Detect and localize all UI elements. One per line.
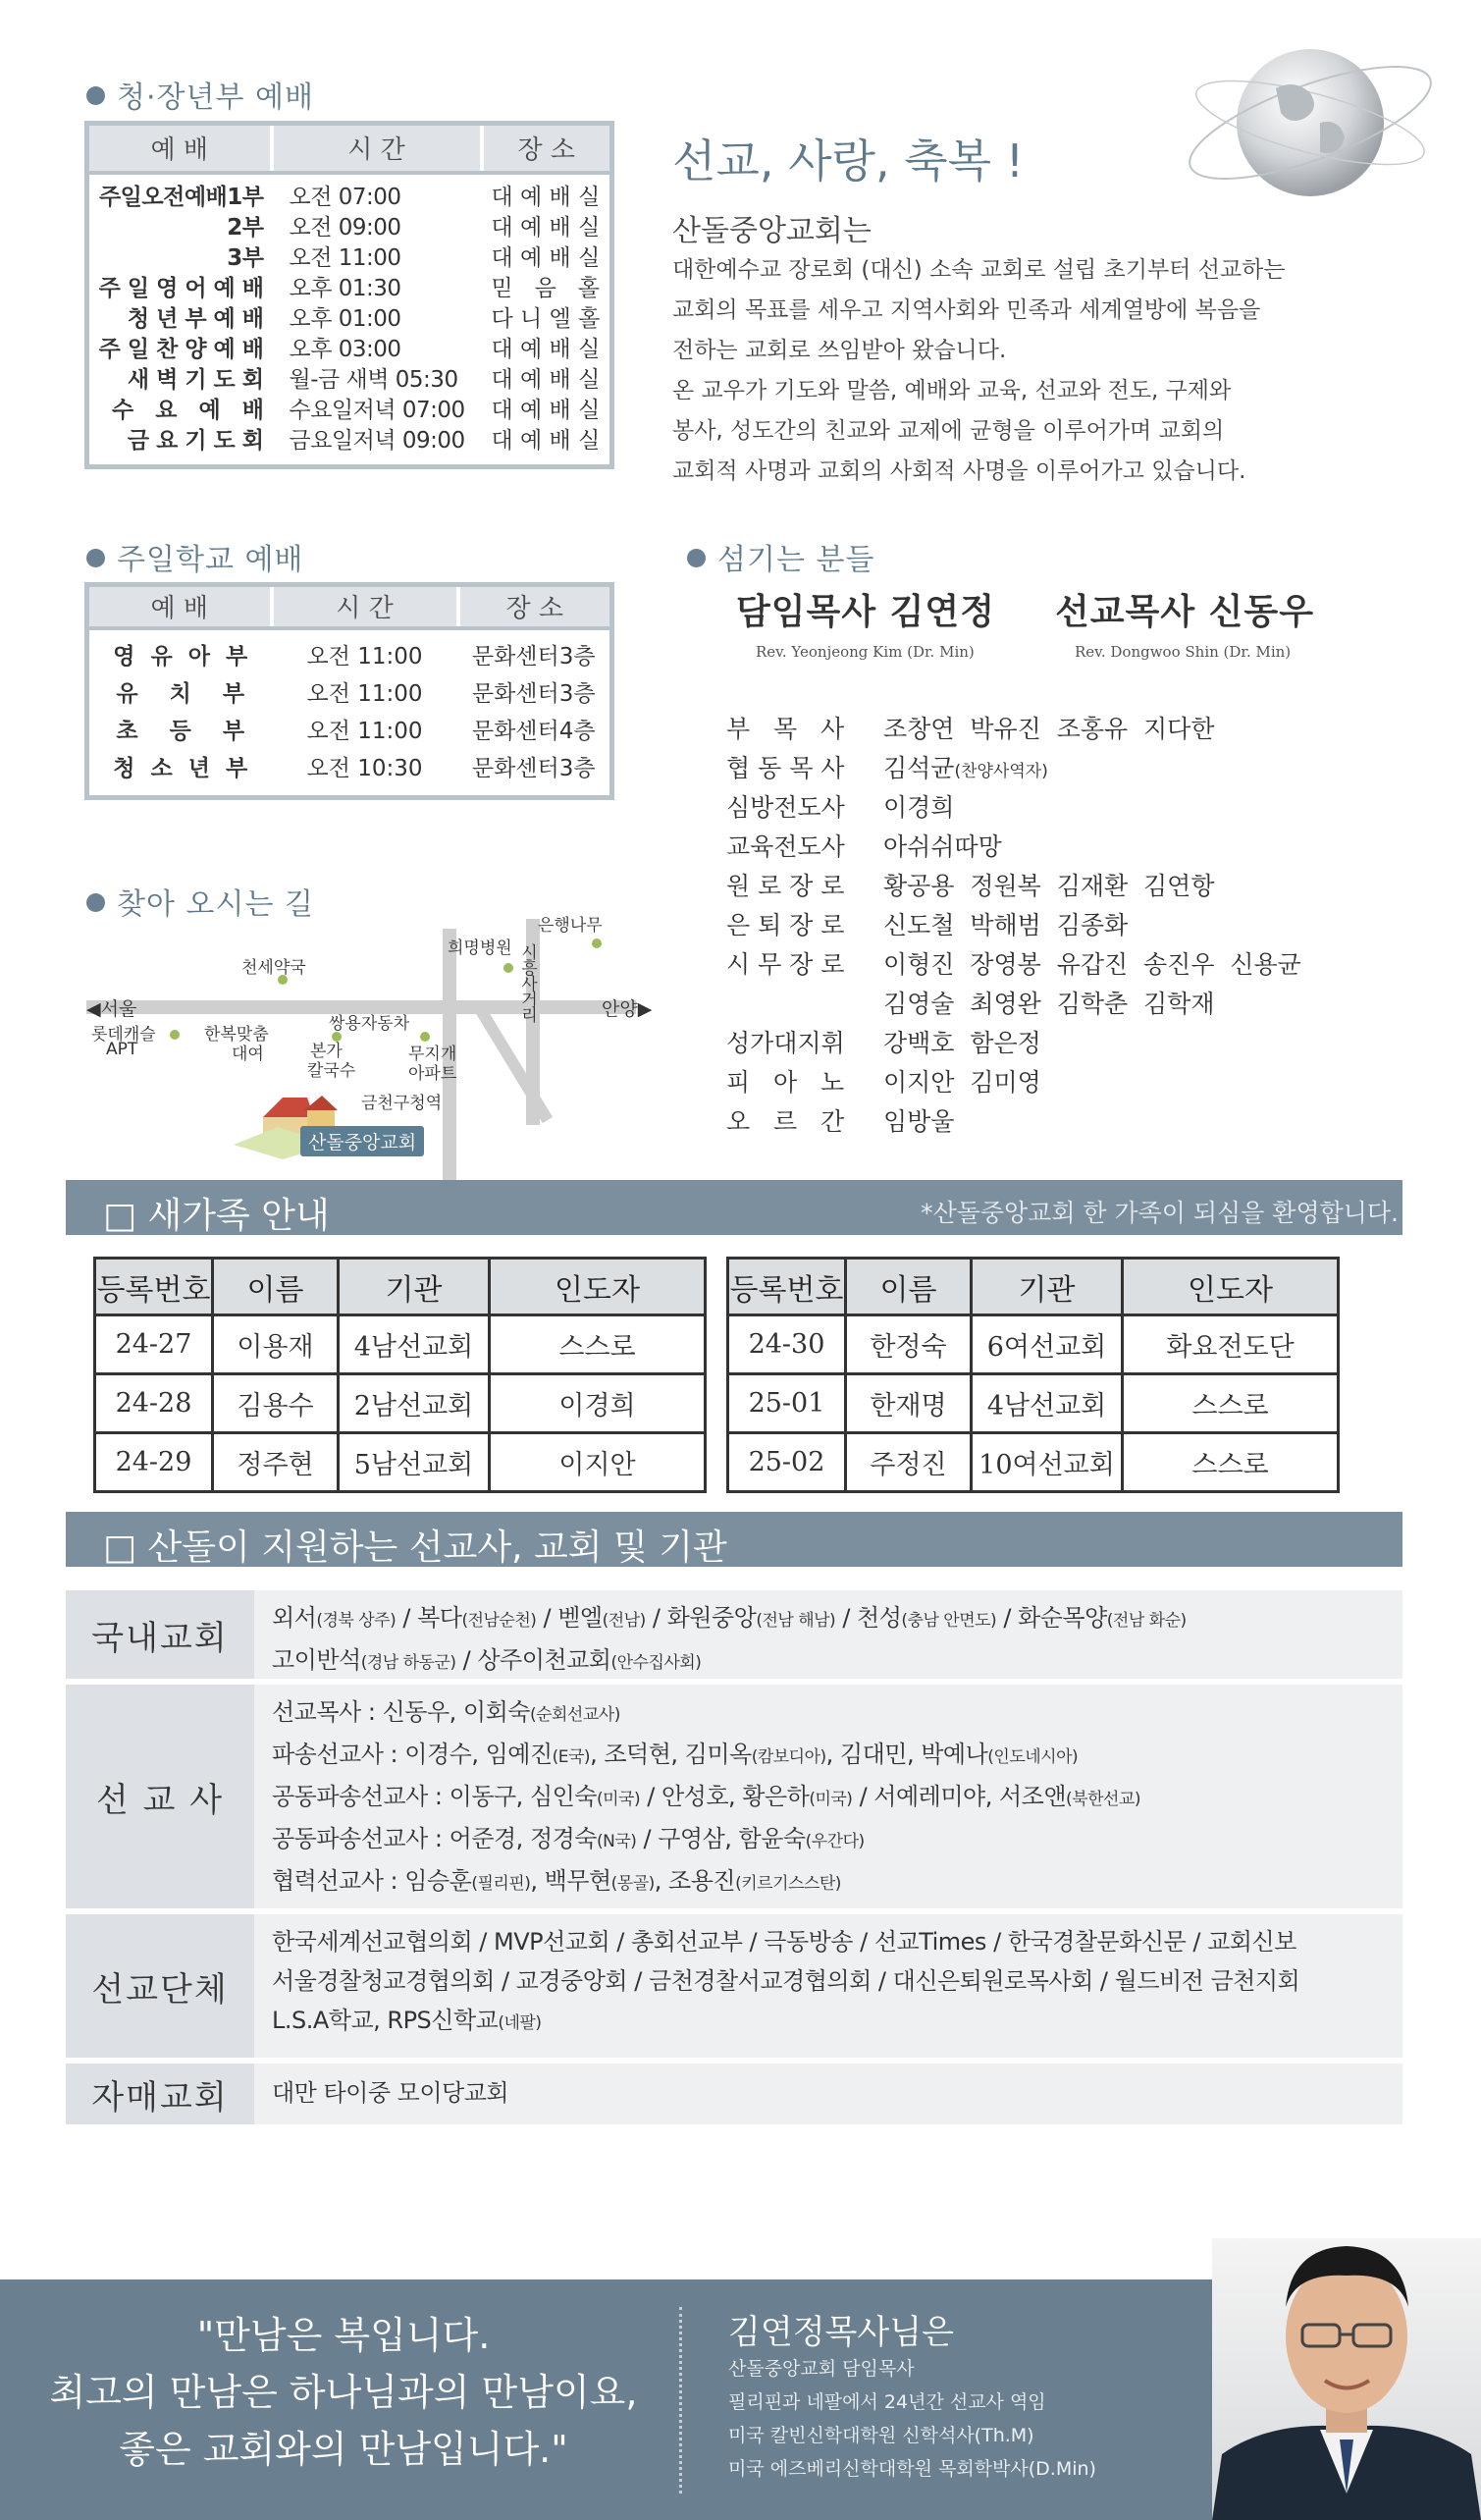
senior-pastor-name: 담임목사 김연정: [736, 592, 995, 632]
table-row: [87, 628, 612, 675]
worship-place: 문화센터3층: [471, 680, 596, 707]
member-name: 이용재: [213, 1315, 339, 1374]
map-label-lotte: 롯데캐슬: [91, 1025, 156, 1045]
staff-names: 조창연 박유진 조홍유 지다한: [883, 715, 1215, 743]
table-row: [87, 675, 612, 713]
staff-row: [726, 715, 1214, 744]
support-missionary-label: 선 교 사: [66, 1685, 254, 1908]
reg-no: 25-01: [728, 1374, 846, 1433]
map-label-seoul: ◀서울: [86, 998, 137, 1020]
staff-row: [726, 1068, 1041, 1098]
footer-quote: "만남은 복입니다. 최고의 만남은 하나님과의 만남이요, 좋은 교회와의 만남입니다.": [49, 2314, 638, 2471]
worship-name: 청 년 부 예 배: [127, 305, 264, 332]
worship-time: 오전 11:00: [306, 680, 423, 707]
youth-worship-rows: [87, 173, 612, 467]
staff-role: 심방전도사: [726, 793, 845, 822]
staff-role: 오 르 간: [726, 1107, 845, 1136]
table-row: [87, 713, 612, 750]
sunday-school-heading: 주일학교 예배: [86, 535, 303, 578]
worship-time: 오후 01:30: [289, 275, 401, 301]
member-guide: 스스로: [1123, 1433, 1339, 1492]
senior-pastor-rev: Rev. Yeonjeong Kim (Dr. Min): [756, 643, 975, 661]
worship-time: 오전 10:30: [306, 755, 423, 781]
missionary-pastor-rev: Rev. Dongwoo Shin (Dr. Min): [1075, 643, 1292, 661]
map-label-hospital: 희명병원: [448, 938, 512, 958]
map-label-rainbow: 무지개: [408, 1045, 457, 1064]
worship-place: 대 예 배 실: [491, 397, 601, 423]
worship-time: 오후 03:00: [289, 336, 401, 362]
member-name: 정주현: [213, 1433, 339, 1492]
member-name: 한재명: [846, 1374, 972, 1433]
youth-worship-table: [84, 121, 614, 469]
map-label-anyang: 안양▶: [602, 998, 653, 1020]
table-row: [95, 1315, 706, 1374]
missionary-pastor-name: 선교목사 신동우: [1055, 592, 1314, 632]
directions-map: [86, 899, 656, 1199]
staff-row: [726, 950, 1301, 980]
staff-row: [726, 911, 1128, 940]
pastor-portrait-icon: [1212, 2199, 1481, 2520]
member-guide: 스스로: [490, 1315, 706, 1374]
col-header-place: 장 소: [482, 124, 612, 173]
col-header-worship: 예 배: [87, 124, 272, 173]
new-family-table-left: [93, 1257, 707, 1493]
worship-place: 대 예 배 실: [491, 366, 601, 393]
support-title: □ 산돌이 지원하는 선교사, 교회 및 기관: [103, 1528, 727, 1568]
staff-row: [726, 754, 1048, 786]
staff-role: 협 동 목 사: [726, 754, 845, 782]
map-label-daeyeo: 대여: [232, 1045, 264, 1064]
reg-no: 25-02: [728, 1433, 846, 1492]
mission-subtitle: 산돌중앙교회는: [672, 214, 872, 248]
table-row: [87, 173, 612, 213]
support-org-row: [66, 1914, 1402, 2058]
member-name: 주정진: [846, 1433, 972, 1492]
directions-heading: 찾아 오시는 길: [86, 880, 314, 923]
bullet-icon: [86, 86, 105, 105]
col-header-org: 기관: [339, 1259, 490, 1315]
worship-time: 오후 01:00: [289, 305, 401, 332]
table-row: [87, 396, 612, 426]
member-org: 2남선교회: [339, 1374, 490, 1433]
support-bar: [66, 1512, 1402, 1567]
col-header-place: 장 소: [458, 585, 612, 628]
worship-name: 금 요 기 도 회: [127, 427, 264, 454]
worship-name: 초 등 부: [116, 718, 245, 744]
servants-heading: 섬기는 분들: [687, 535, 874, 578]
map-label-tree: 은행나무: [538, 916, 603, 936]
staff-row: [726, 832, 1002, 862]
col-header-org: 기관: [972, 1259, 1123, 1315]
support-missionary-content: 선교목사 : 신동우, 이회숙(순회선교사) 파송선교사 : 이경수, 임예진(E국), 조덕현, 김미옥(캄보디아), 김대민, 박예나(인도네시아) 공동파송선교사 : 이동구, 심인숙(미국) / 안성호, 황은하(미국) / 서예레미야, 서조앤(북한선교) 공동파송선교사 : 어준경, 정경숙(N국) / 구영삼, 함윤숙(우간다) 협력선교사 : 임승훈(필리핀), 백무현(몽골), 조용진(키르기스스탄): [272, 1698, 1140, 1895]
map-label-office: 금천구청역: [361, 1094, 443, 1113]
footer-pastor-name: 김연정목사님은: [728, 2313, 954, 2352]
reg-no: 24-27: [95, 1315, 213, 1374]
staff-role: 시 무 장 로: [726, 950, 845, 979]
table-row: [87, 365, 612, 396]
staff-names: 아쉬쉬따망: [883, 832, 1002, 861]
staff-role: 은 퇴 장 로: [726, 911, 845, 939]
table-row: [87, 426, 612, 467]
worship-place: 대 예 배 실: [491, 336, 601, 362]
sunday-school-table: [84, 582, 614, 800]
footer-divider: [679, 2307, 682, 2493]
table-row: [87, 304, 612, 335]
staff-note: (찬양사역자): [954, 762, 1048, 781]
member-org: 5남선교회: [339, 1433, 490, 1492]
worship-place: 문화센터3층: [471, 755, 596, 781]
map-label-hanbuk: 한복맞춤: [204, 1025, 269, 1045]
worship-name: 청 소 년 부: [113, 755, 248, 781]
staff-role: 부 목 사: [726, 715, 845, 743]
new-family-welcome: *산돌중앙교회 한 가족이 되심을 환영합니다.: [921, 1199, 1399, 1227]
table-row: [728, 1374, 1339, 1433]
worship-name: 새 벽 기 도 회: [127, 366, 264, 393]
member-name: 한정숙: [846, 1315, 972, 1374]
sunday-school-rows: [87, 628, 612, 798]
worship-time: 금요일저녁 09:00: [289, 427, 465, 454]
bullet-icon: [687, 549, 706, 567]
new-family-bar: [66, 1180, 1402, 1235]
worship-time: 오전 11:00: [289, 244, 401, 271]
table-row: [87, 335, 612, 365]
worship-time: 월-금 새벽 05:30: [289, 366, 458, 393]
worship-place: 문화센터3층: [471, 643, 596, 670]
mission-title: 선교, 사랑, 축복 !: [672, 134, 1025, 188]
bullet-icon: [86, 549, 105, 567]
map-label-bonga: 본가: [310, 1042, 343, 1061]
table-row: [87, 243, 612, 274]
worship-time: 오전 09:00: [289, 214, 401, 241]
staff-names: 이형진 장영봉 유갑진 송진우 신용균: [883, 950, 1301, 979]
staff-names: 강백호 함은정: [883, 1029, 1041, 1057]
col-header-worship: 예 배: [87, 585, 272, 628]
worship-name: 주 일 찬 양 예 배: [98, 336, 264, 362]
reg-no: 24-28: [95, 1374, 213, 1433]
staff-row: [726, 793, 954, 823]
worship-place: 다 니 엘 홀: [491, 305, 601, 332]
support-org-content: 한국세계선교협의회 / MVP선교회 / 총회선교부 / 극동방송 / 선교Times / 한국경찰문화신문 / 교회신보 서울경찰청교경협의회 / 교경중앙회 / 금천경찰서교경협의회 / 대신은퇴원로목사회 / 월드비전 금천지회 L.S.A학교, RPS신학교(네팔): [272, 1928, 1300, 2034]
support-domestic-content: 외서(경북 상주) / 복다(전남순천) / 벧엘(전남) / 화원중앙(전남 해남) / 천성(충남 안면도) / 화순목양(전남 화순) 고이반석(경남 하동군) / 상주이천교회(안수집사회): [272, 1604, 1187, 1674]
map-label-apt: APT: [106, 1040, 138, 1059]
worship-place: 믿 음 홀: [491, 275, 601, 301]
staff-row: [726, 990, 1214, 1019]
support-org-label: 선교단체: [66, 1914, 254, 2058]
new-family-table-right: [726, 1257, 1340, 1493]
member-guide: 스스로: [1123, 1374, 1339, 1433]
worship-name: 영 유 아 부: [113, 643, 248, 670]
worship-place: 대 예 배 실: [491, 244, 601, 271]
staff-row: [726, 872, 1214, 901]
table-row: [87, 213, 612, 243]
worship-time: 오전 11:00: [306, 718, 423, 744]
map-label-rainbow2: 아파트: [408, 1064, 457, 1084]
worship-time: 수요일저녁 07:00: [289, 397, 465, 423]
staff-row: [726, 1107, 954, 1137]
support-domestic-label: 국내교회: [66, 1590, 254, 1679]
worship-name: 2부: [227, 214, 264, 241]
worship-place: 문화센터4층: [471, 718, 596, 744]
col-header-guide: 인도자: [1123, 1259, 1339, 1315]
member-org: 6여선교회: [972, 1315, 1123, 1374]
map-label-crossroad: 시흥사거리: [517, 943, 537, 1022]
footer-pastor-info: 산돌중앙교회 담임목사 필리핀과 네팔에서 24년간 선교사 역임 미국 칼빈신학대학원 신학석사(Th.M) 미국 에즈베리신학대학원 목회학박사(D.Min): [728, 2358, 1096, 2480]
support-missionary-row: [66, 1685, 1402, 1908]
worship-time: 오전 11:00: [306, 643, 423, 670]
worship-name: 수 요 예 배: [112, 397, 264, 423]
table-row: [87, 750, 612, 798]
worship-name: 3부: [227, 244, 264, 271]
staff-names: 이지안 김미영: [883, 1068, 1041, 1097]
staff-role: 교육전도사: [726, 832, 845, 861]
member-guide: 이지안: [490, 1433, 706, 1492]
table-row: [728, 1315, 1339, 1374]
staff-role: 원 로 장 로: [726, 872, 845, 900]
map-label-cheonse: 천세약국: [241, 958, 306, 978]
col-header-time: 시 간: [272, 585, 458, 628]
staff-names: 신도철 박해범 김종화: [883, 911, 1129, 939]
staff-names: 김영술 최영완 김학춘 김학재: [883, 990, 1215, 1018]
reg-no: 24-29: [95, 1433, 213, 1492]
member-org: 10여선교회: [972, 1433, 1123, 1492]
table-row: [728, 1433, 1339, 1492]
member-org: 4남선교회: [972, 1374, 1123, 1433]
staff-role: 피 아 노: [726, 1068, 845, 1097]
staff-names: 김석균: [883, 754, 955, 782]
worship-place: 대 예 배 실: [491, 184, 601, 210]
worship-name: 유 치 부: [116, 680, 245, 707]
col-header-name: 이름: [213, 1259, 339, 1315]
map-label-church: 산돌중앙교회: [300, 1126, 424, 1156]
staff-row: [726, 1029, 1041, 1058]
col-header-guide: 인도자: [490, 1259, 706, 1315]
table-row: [95, 1433, 706, 1492]
col-header-no: 등록번호: [728, 1259, 846, 1315]
youth-worship-heading: 청·장년부 예배: [86, 73, 314, 116]
support-sister-label: 자매교회: [66, 2064, 254, 2124]
reg-no: 24-30: [728, 1315, 846, 1374]
worship-place: 대 예 배 실: [491, 427, 601, 454]
support-domestic-row: [66, 1590, 1402, 1679]
worship-place: 대 예 배 실: [491, 214, 601, 241]
table-row: [87, 274, 612, 304]
worship-name: 주일오전예배1부: [98, 184, 264, 210]
col-header-time: 시 간: [272, 124, 482, 173]
staff-names: 임방울: [883, 1107, 955, 1136]
mission-body: 대한예수교 장로회 (대신) 소속 교회로 설립 초기부터 선교하는 교회의 목표를 세우고 지역사회와 민족과 세계열방에 복음을 전하는 교회로 쓰임받아 왔습니다. 온 교우가 기도와 말씀, 예배와 교육, 선교와 전도, 구제와 봉사, 성도간의 친교와 교제에 균형을 이루어가며 교회의 교회적 사명과 교회의 사회적 사명을 이루어가고 있습니다.: [672, 257, 1286, 484]
worship-time: 오전 07:00: [289, 184, 401, 210]
member-org: 4남선교회: [339, 1315, 490, 1374]
staff-names: 황공용 정원복 김재환 김연항: [883, 872, 1215, 900]
table-row: [95, 1374, 706, 1433]
col-header-no: 등록번호: [95, 1259, 213, 1315]
globe-icon: [1173, 29, 1438, 216]
member-name: 김용수: [213, 1374, 339, 1433]
member-guide: 화요전도단: [1123, 1315, 1339, 1374]
map-label-ssangyong: 쌍용자동차: [329, 1014, 410, 1034]
member-guide: 이경희: [490, 1374, 706, 1433]
support-sister-row: [66, 2064, 1402, 2124]
col-header-name: 이름: [846, 1259, 972, 1315]
map-label-bonga2: 칼국수: [307, 1061, 356, 1081]
staff-names: 이경희: [883, 793, 955, 822]
support-sister-content: 대만 타이중 모이당교회: [272, 2079, 509, 2107]
worship-name: 주 일 영 어 예 배: [98, 275, 264, 301]
staff-role: 성가대지휘: [726, 1029, 845, 1057]
new-family-title: □ 새가족 안내: [103, 1196, 330, 1236]
